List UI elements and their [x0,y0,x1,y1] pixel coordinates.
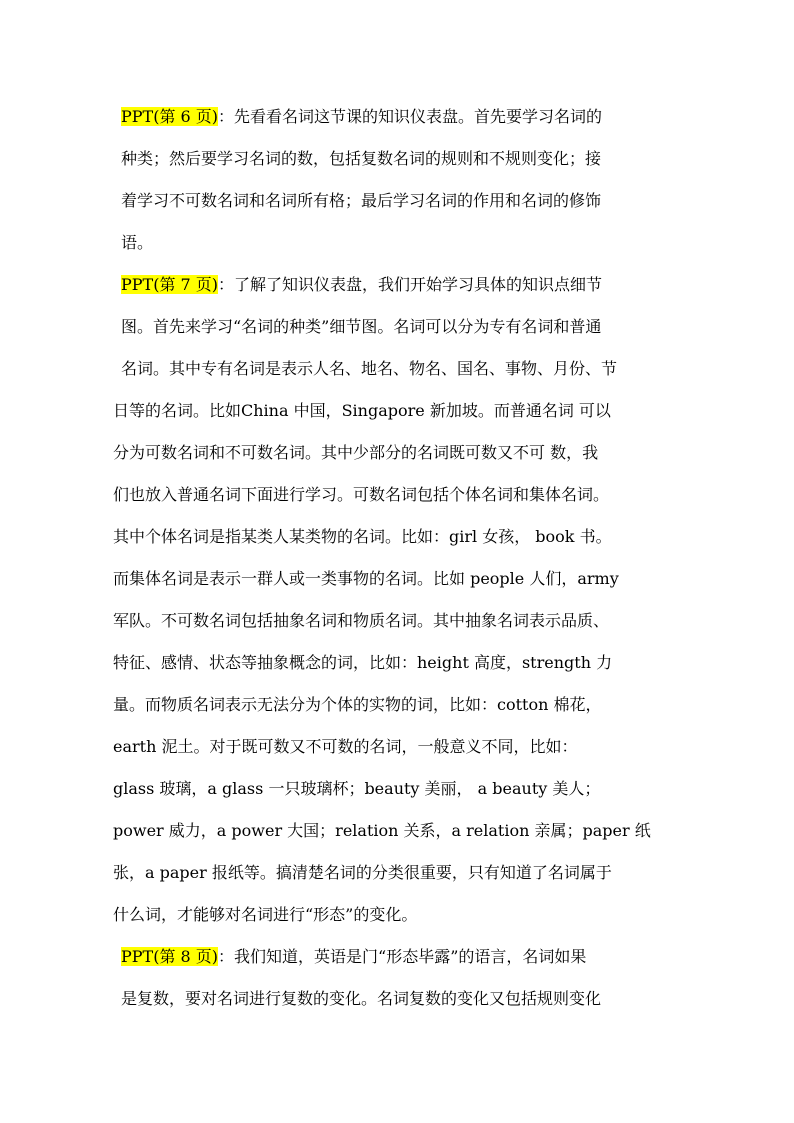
ppt-page-6-label: PPT(第 6 页) [121,107,219,126]
paragraph-2-line-8: 而集体名词是表示一群人或一类事物的名词。比如 people 人们，army [113,569,619,588]
paragraph-2-line-7: 其中个体名词是指某类人某类物的名词。比如：girl 女孩， book 书。 [113,527,612,546]
paragraph-3-text: ：我们知道，英语是门“形态毕露”的语言，名词如果 [218,947,587,966]
ppt-page-8-label: PPT(第 8 页) [121,947,219,966]
paragraph-1-line-1 [121,106,602,128]
paragraph-2-line-9: 军队。不可数名词包括抽象名词和物质名词。其中抽象名词表示品质、 [113,611,610,630]
paragraph-2-line-15: 张，a paper 报纸等。搞清楚名词的分类很重要，只有知道了名词属于 [113,863,612,882]
paragraph-2-line-2: 图。首先来学习“名词的种类”细节图。名词可以分为专有名词和普通 [121,317,602,336]
paragraph-2-line-11: 量。而物质名词表示无法分为个体的实物的词，比如：cotton 棉花， [113,695,602,714]
paragraph-2-text: ：了解了知识仪表盘，我们开始学习具体的知识点细节 [218,275,603,294]
ppt-page-7-label: PPT(第 7 页) [121,275,219,294]
paragraph-2-line-3: 名词。其中专有名词是表示人名、地名、物名、国名、事物、月份、节 [121,359,618,378]
paragraph-2-line-16: 什么词，才能够对名词进行“形态”的变化。 [113,905,418,924]
paragraph-2-line-14: power 威力，a power 大国；relation 关系，a relation 亲属；paper 纸 [113,821,651,840]
paragraph-1-line-3: 着学习不可数名词和名词所有格；最后学习名词的作用和名词的修饰 [121,191,602,210]
paragraph-2-line-1 [121,274,602,296]
paragraph-3-line-1 [121,946,586,968]
paragraph-1-text: ：先看看名词这节课的知识仪表盘。首先要学习名词的 [218,107,603,126]
paragraph-2-line-13: glass 玻璃，a glass 一只玻璃杯；beauty 美丽， a beauty 美人； [113,779,601,798]
paragraph-1-line-2: 种类；然后要学习名词的数，包括复数名词的规则和不规则变化；接 [121,149,602,168]
paragraph-1-line-4: 语。 [121,233,154,252]
paragraph-2-line-6: 们也放入普通名词下面进行学习。可数名词包括个体名词和集体名词。 [113,485,610,504]
paragraph-2-line-5: 分为可数名词和不可数名词。其中少部分的名词既可数又不可 数，我 [113,443,599,462]
paragraph-2-line-12: earth 泥土。对于既可数又不可数的名词，一般意义不同，比如： [113,737,578,756]
paragraph-2-line-4: 日等的名词。比如China 中国，Singapore 新加坡。而普通名词 可以 [113,401,611,420]
paragraph-2-line-10: 特征、感情、状态等抽象概念的词，比如：height 高度，strength 力 [113,653,613,672]
paragraph-3-line-2: 是复数，要对名词进行复数的变化。名词复数的变化又包括规则变化 [121,989,602,1008]
